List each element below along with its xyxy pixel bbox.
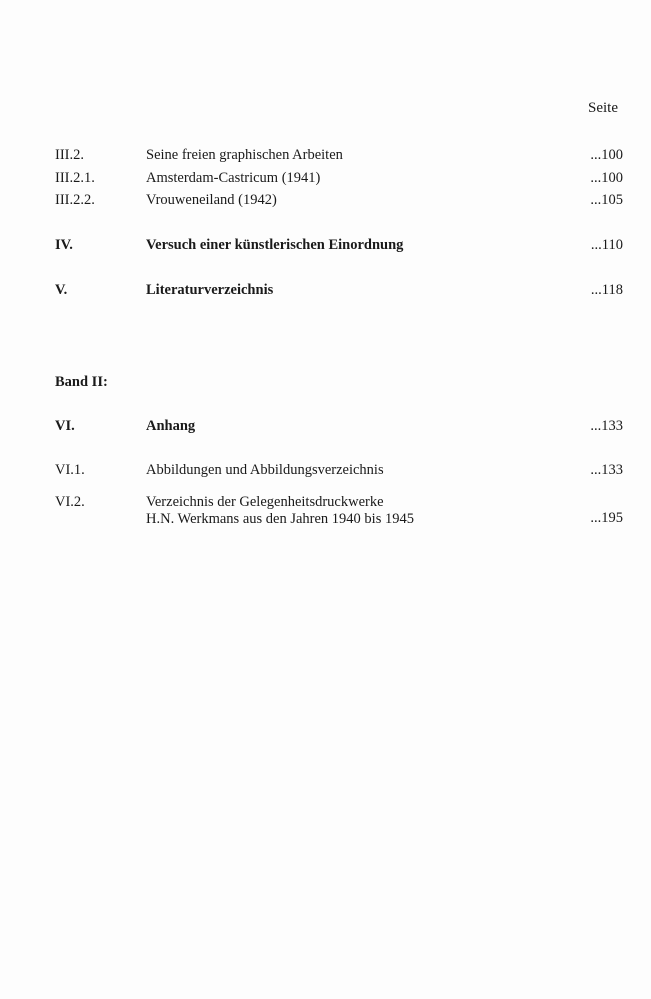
toc-entry-title: Versuch einer künstlerischen Einordnung [146, 237, 404, 253]
toc-entry-title: Abbildungen und Abbildungsverzeichnis [146, 462, 384, 478]
toc-entry-number: III.2.2. [55, 192, 95, 208]
toc-entry-title: Literaturverzeichnis [146, 282, 274, 298]
toc-entry-number: III.2.1. [55, 170, 95, 186]
toc-entry-title-line2: H.N. Werkmans aus den Jahren 1940 bis 1945 [146, 511, 414, 527]
toc-entry-title [146, 494, 566, 528]
toc-entry-page: ...100 [590, 147, 623, 163]
toc-entry-title: Amsterdam-Castricum (1941) [146, 170, 321, 186]
toc-entry-page: ...100 [590, 170, 623, 186]
toc-entry-title-line1: Verzeichnis der Gelegenheitsdruckwerke [146, 494, 384, 510]
toc-entry-number: IV. [55, 237, 73, 253]
band-heading: Band II: [55, 374, 108, 390]
toc-entry-number: V. [55, 282, 68, 298]
toc-entry-page: ...110 [590, 237, 623, 253]
toc-entry-title: Seine freien graphischen Arbeiten [146, 147, 343, 163]
toc-entry-title: Anhang [146, 418, 196, 434]
toc-entry-number: VI. [55, 418, 75, 434]
toc-entry-page: ...133 [590, 418, 623, 434]
toc-entry-page: ...118 [590, 282, 623, 298]
toc-entry-number: III.2. [55, 147, 84, 163]
toc-entry-title: Vrouweneiland (1942) [146, 192, 277, 208]
toc-entry-number: VI.1. [55, 462, 85, 478]
seite-label: Seite [588, 100, 618, 116]
toc-entry-page: ...133 [590, 462, 623, 478]
toc-entry-page: ...195 [590, 510, 623, 526]
toc-entry-number: VI.2. [55, 494, 85, 510]
toc-entry-page: ...105 [590, 192, 623, 208]
